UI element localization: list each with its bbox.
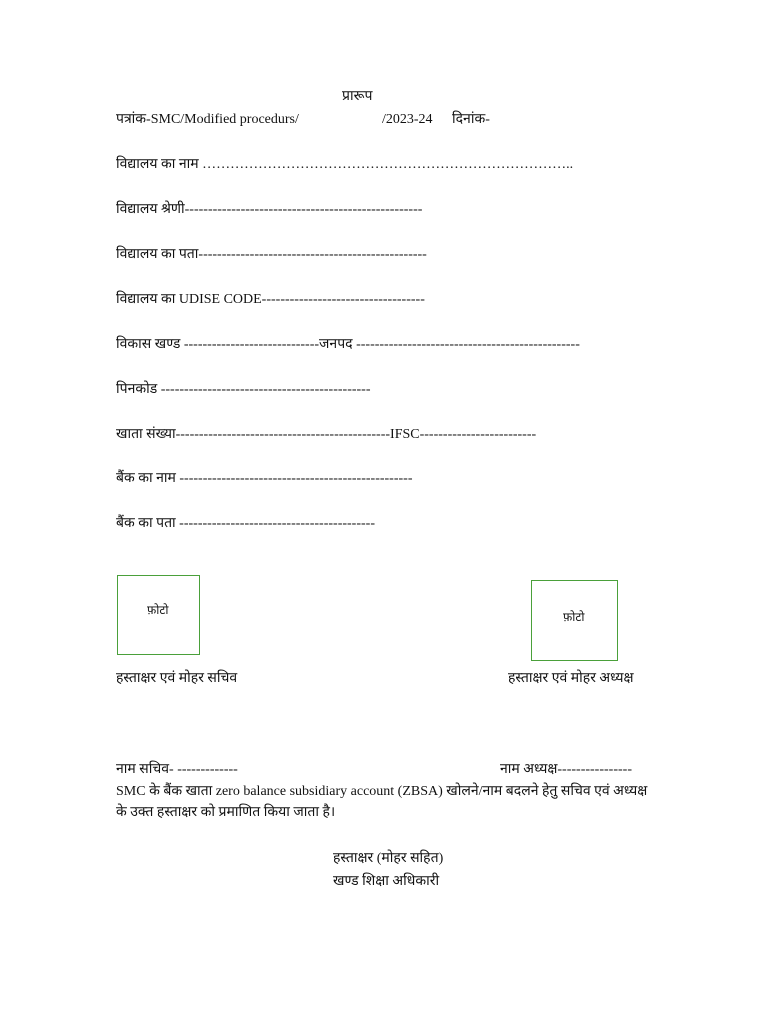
certification-line-1: SMC के बैंक खाता zero balance subsidiary account (ZBSA) खोलने/नाम बदलने हेतु सचिव एवं अध्यक्ष xyxy=(116,784,648,799)
reference-number: पत्रांक-SMC/Modified procedurs/ xyxy=(116,112,299,127)
field-block-district: विकास खण्ड -----------------------------जनपद ------------------------------------------------ xyxy=(116,337,580,352)
field-bank-address: बैंक का पता ------------------------------------------ xyxy=(116,516,375,531)
field-pincode: पिनकोड --------------------------------------------- xyxy=(116,382,371,397)
name-secretary: नाम सचिव- ------------- xyxy=(116,762,238,777)
name-chairman: नाम अध्यक्ष---------------- xyxy=(500,762,632,777)
date-label: दिनांक- xyxy=(452,112,490,127)
certification-line-2: के उक्त हस्ताक्षर को प्रमाणित किया जाता है। xyxy=(116,805,336,820)
field-school-name: विद्यालय का नाम …………………………………………………………………….. xyxy=(116,157,574,172)
field-school-category: विद्यालय श्रेणी--------------------------------------------------- xyxy=(116,202,423,217)
signature-chairman: हस्ताक्षर एवं मोहर अध्यक्ष xyxy=(508,671,634,686)
field-bank-name: बैंक का नाम -------------------------------------------------- xyxy=(116,471,413,486)
field-udise-code: विद्यालय का UDISE CODE----------------------------------- xyxy=(116,292,425,307)
photo-label-secretary: फ़ोटो xyxy=(147,603,169,617)
field-account-ifsc: खाता संख्या----------------------------------------------IFSC------------------------- xyxy=(116,427,537,442)
photo-label-chairman: फ़ोटो xyxy=(563,610,585,624)
officer-signature: हस्ताक्षर (मोहर सहित) xyxy=(333,851,444,866)
signature-secretary: हस्ताक्षर एवं मोहर सचिव xyxy=(116,671,238,686)
photo-box-chairman xyxy=(531,580,618,661)
reference-year: /2023-24 xyxy=(382,112,433,127)
officer-designation: खण्ड शिक्षा अधिकारी xyxy=(333,874,440,889)
form-title: प्रारूप xyxy=(342,89,373,104)
field-school-address: विद्यालय का पता------------------------------------------------- xyxy=(116,247,427,262)
certification-text xyxy=(116,781,676,823)
photo-box-secretary xyxy=(117,575,200,655)
